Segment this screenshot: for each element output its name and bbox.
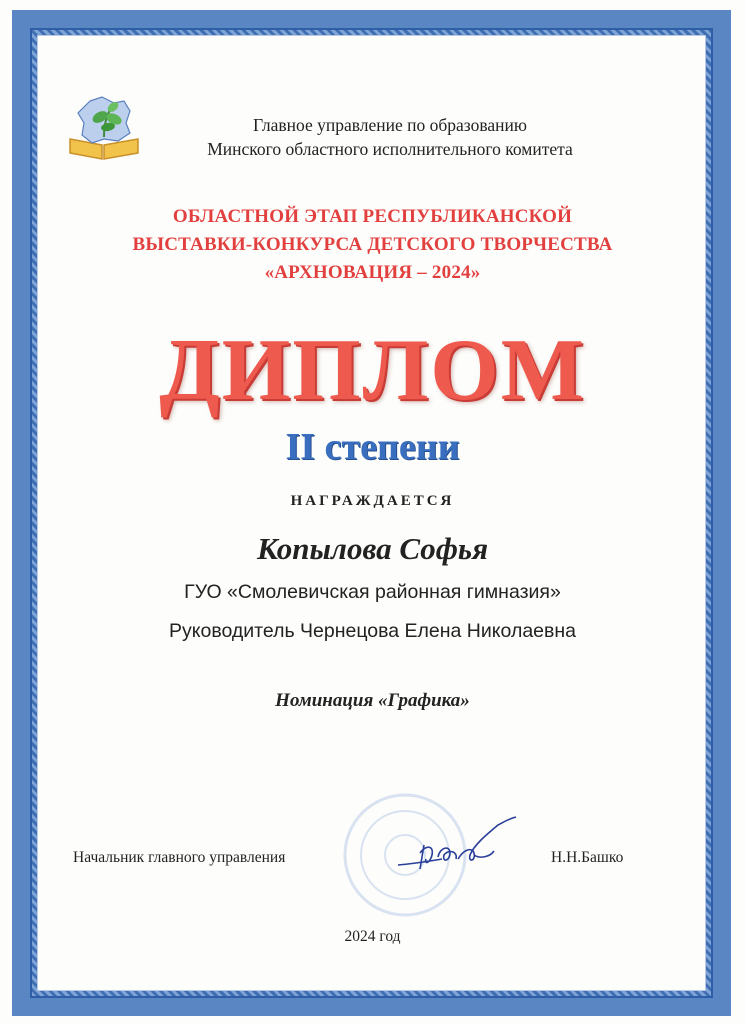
- organization-header: [140, 113, 640, 161]
- awarded-label: НАГРАЖДАЕТСЯ: [290, 493, 455, 509]
- nomination: Номинация «Графика»: [275, 690, 470, 711]
- event-line-1: ОБЛАСТНОЙ ЭТАП РЕСПУБЛИКАНСКОЙ: [172, 206, 573, 227]
- organization-line-1: Главное управление по образованию: [253, 115, 527, 135]
- recipient-school: ГУО «Смолевичская районная гимназия»: [184, 581, 561, 603]
- event-line-2: ВЫСТАВКИ-КОНКУРСА ДЕТСКОГО ТВОРЧЕСТВА: [132, 234, 613, 255]
- handwritten-signature-icon: [390, 815, 530, 885]
- recipient-name: Копылова Софья: [256, 531, 489, 566]
- issue-year: 2024 год: [344, 928, 401, 945]
- recipient-leader: Руководитель Чернецова Елена Николаевна: [169, 620, 576, 642]
- diploma-title: ДИПЛОМ: [159, 322, 586, 419]
- region-map-book-emblem-icon: [68, 95, 144, 163]
- event-line-3: «АРХНОВАЦИЯ – 2024»: [264, 262, 481, 283]
- signatory-name: Н.Н.Башко: [551, 849, 624, 866]
- event-title: [60, 203, 685, 287]
- organization-line-2: Минского областного исполнительного комитета: [207, 139, 573, 159]
- signatory-position: Начальник главного управления: [73, 849, 286, 866]
- diploma-degree: II степени: [285, 426, 460, 468]
